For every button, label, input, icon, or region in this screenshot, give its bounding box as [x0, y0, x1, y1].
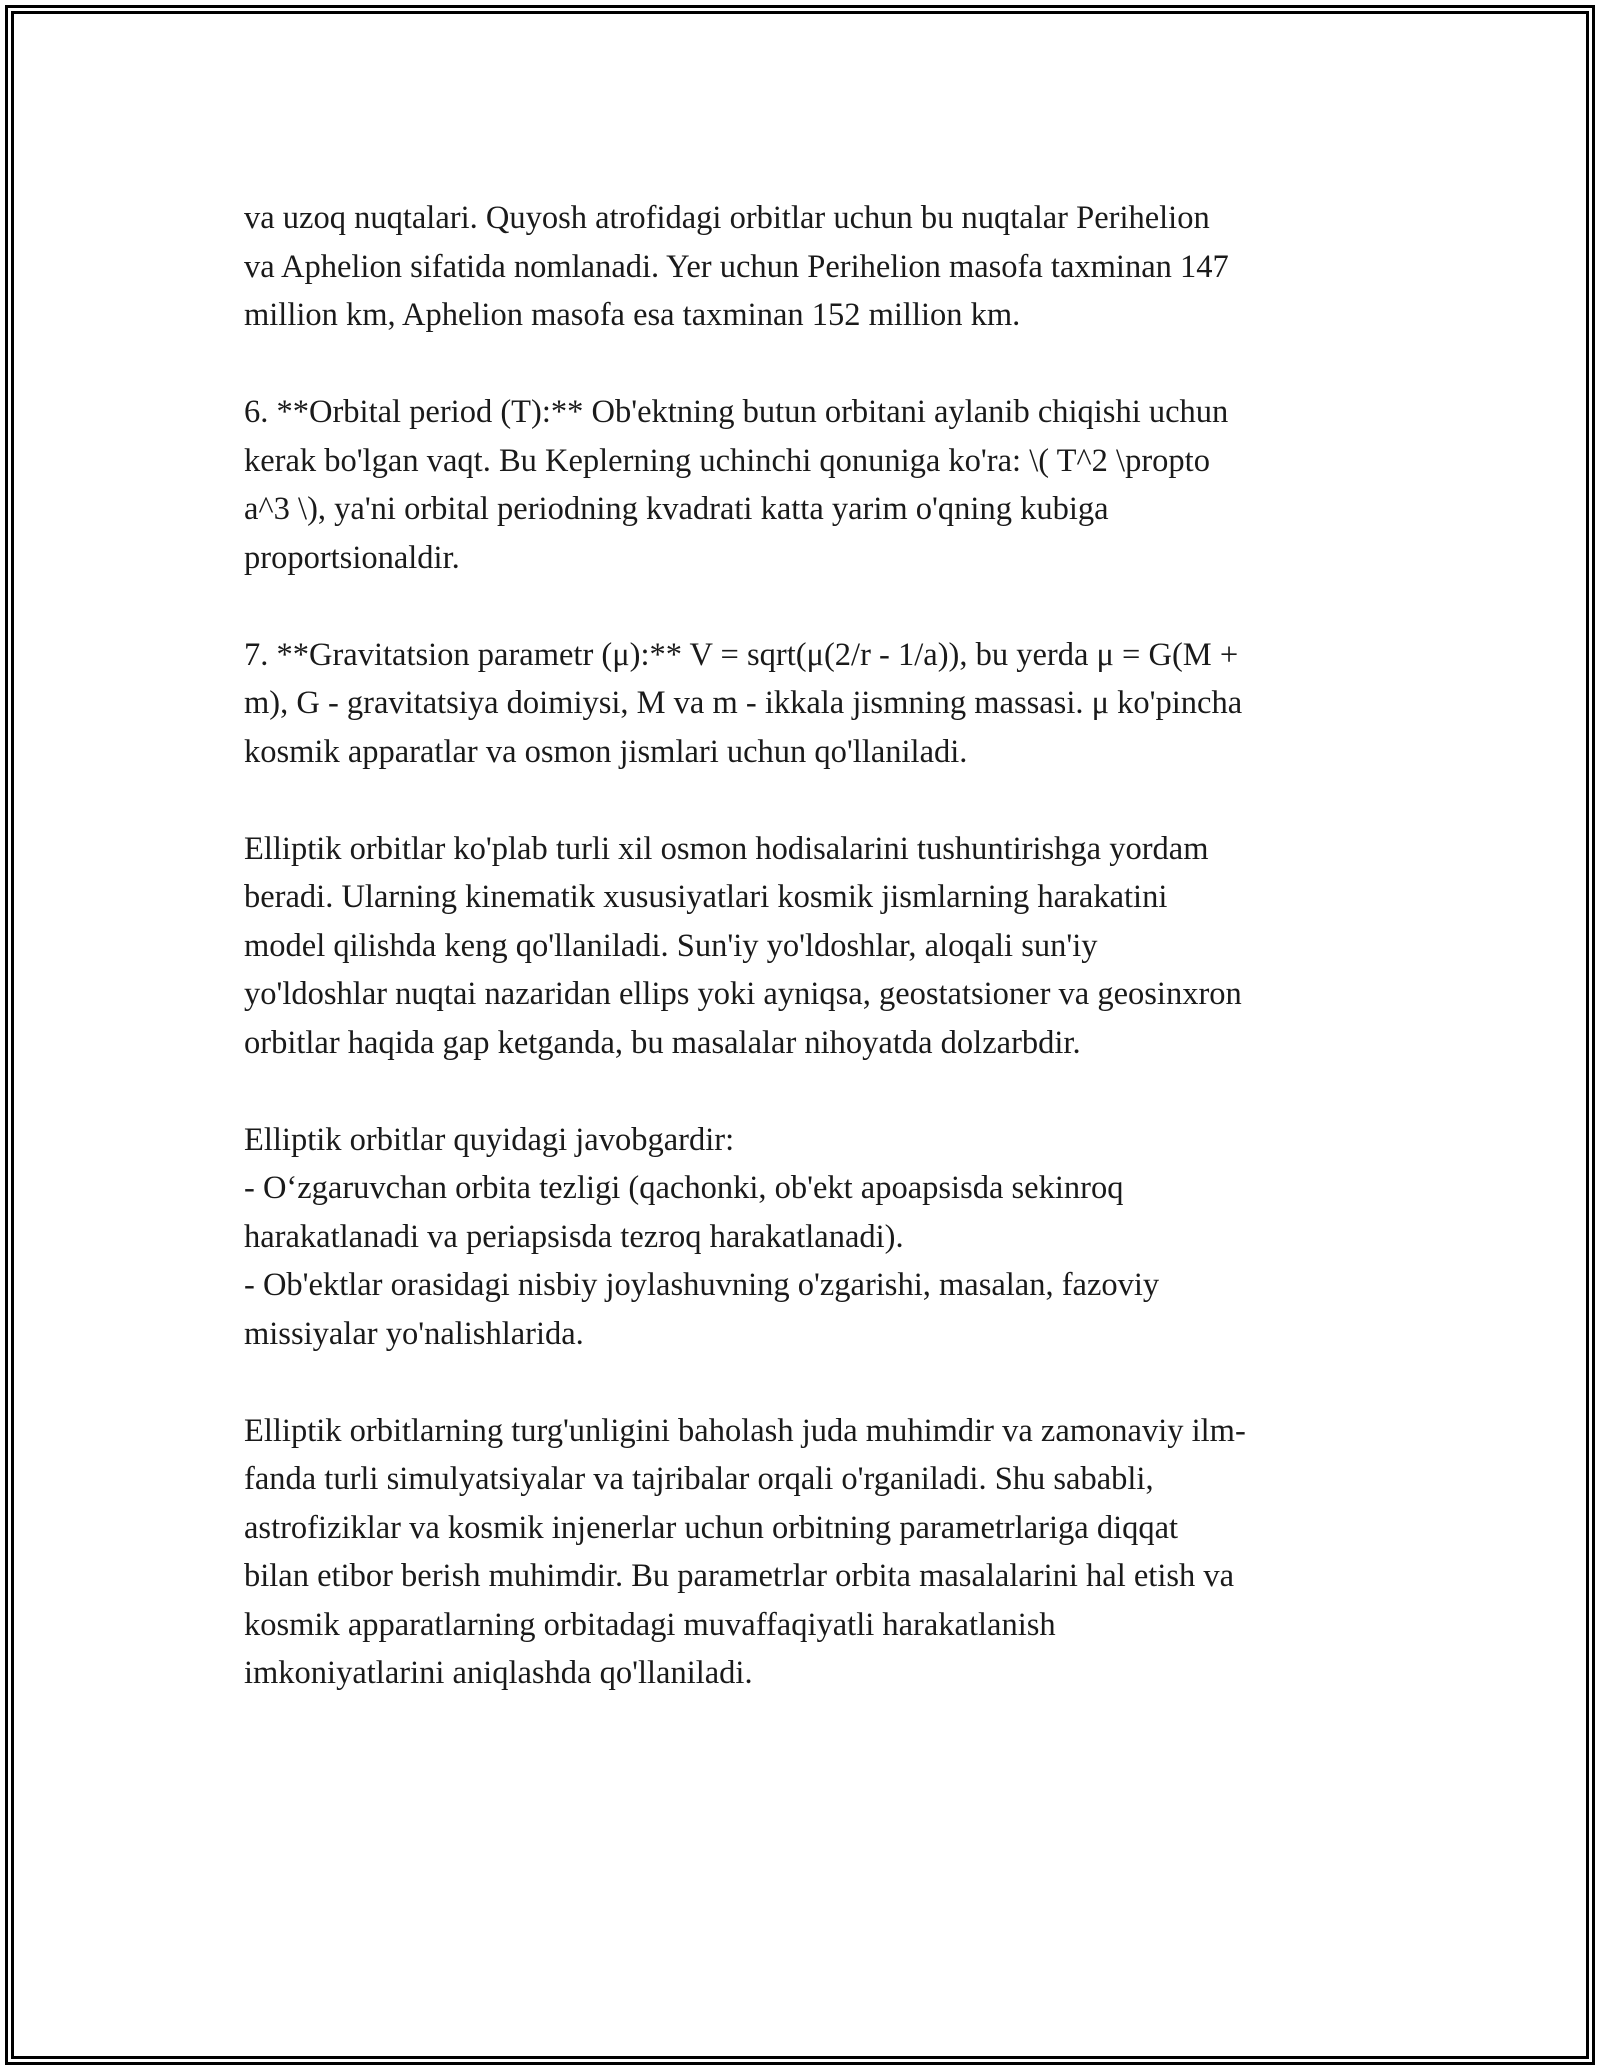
text-line: va Aphelion sifatida nomlanadi. Yer uchun Perihelion masofa taxminan 147 [244, 248, 1229, 285]
text-line: imkoniyatlarini aniqlashda qo'llaniladi. [244, 1655, 753, 1691]
paragraph-elliptic-orbits-list [244, 1116, 1384, 1359]
paragraph-orbital-period [244, 388, 1384, 582]
document-body [244, 194, 1384, 1698]
text-line: a^3 \), ya'ni orbital periodning kvadrati katta yarim o'qning kubiga [244, 491, 1109, 527]
text-line: 6. **Orbital period (T):** Ob'ektning butun orbitani aylanib chiqishi uchun [244, 394, 1229, 430]
paragraph-stability [244, 1407, 1384, 1698]
text-line: m), G - gravitatsiya doimiysi, M va m - ikkala jismning massasi. μ ko'pincha [244, 685, 1243, 721]
list-item: - Ob'ektlar orasidagi nisbiy joylashuvning o'zgarishi, masalan, fazoviy [244, 1267, 1160, 1303]
paragraph-apsides [244, 194, 1384, 340]
text-line: bilan etibor berish muhimdir. Bu parametrlar orbita masalalarini hal etish va [244, 1558, 1235, 1594]
text-line: kosmik apparatlarning orbitadagi muvaffaqiyatli harakatlanish [244, 1606, 1056, 1643]
text-line: astrofiziklar va kosmik injenerlar uchun orbitning parametrlariga diqqat [244, 1509, 1179, 1546]
text-line: va uzoq nuqtalari. Quyosh atrofidagi orbitlar uchun bu nuqtalar Perihelion [244, 200, 1210, 236]
text-line: proportsionaldir. [244, 539, 460, 576]
text-line: Elliptik orbitlarning turg'unligini baholash juda muhimdir va zamonaviy ilm- [244, 1412, 1246, 1449]
paragraph-gravitational-parameter [244, 631, 1384, 777]
text-line: 7. **Gravitatsion parametr (μ):** V = sqrt(μ(2/r - 1/a)), bu yerda μ = G(M + [244, 636, 1239, 673]
text-line: fanda turli simulyatsiyalar va tajribalar orqali o'rganiladi. Shu sababli, [244, 1461, 1154, 1497]
text-line: harakatlanadi va periapsisda tezroq harakatlanadi). [244, 1218, 904, 1255]
text-line: Elliptik orbitlar quyidagi javobgardir: [244, 1121, 735, 1158]
text-line: model qilishda keng qo'llaniladi. Sun'iy yo'ldoshlar, aloqali sun'iy [244, 927, 1098, 964]
text-line: Elliptik orbitlar ko'plab turli xil osmon hodisalarini tushuntirishga yordam [244, 830, 1209, 867]
list-item: - O‘zgaruvchan orbita tezligi (qachonki, ob'ekt apoapsisda sekinroq [244, 1170, 1124, 1206]
text-line: yo'ldoshlar nuqtai nazaridan ellips yoki ayniqsa, geostatsioner va geosinxron [244, 976, 1242, 1012]
text-line: orbitlar haqida gap ketganda, bu masalalar nihoyatda dolzarbdir. [244, 1024, 1081, 1061]
text-line: beradi. Ularning kinematik xususiyatlari kosmik jismlarning harakatini [244, 879, 1168, 915]
text-line: million km, Aphelion masofa esa taxminan 152 million km. [244, 297, 1021, 333]
text-line: kosmik apparatlar va osmon jismlari uchun qo'llaniladi. [244, 733, 968, 770]
page-border [5, 5, 1595, 2065]
paragraph-elliptic-orbits-uses [244, 825, 1384, 1068]
text-line: missiyalar yo'nalishlarida. [244, 1315, 584, 1352]
text-line: kerak bo'lgan vaqt. Bu Keplerning uchinchi qonuniga ko'ra: \( T^2 \propto [244, 442, 1210, 479]
